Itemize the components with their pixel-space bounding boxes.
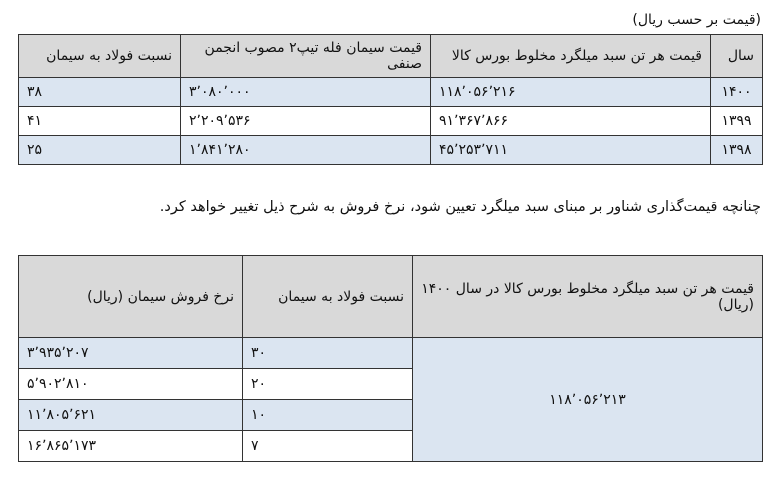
- header-sale-rate: نرخ فروش سیمان (ریال): [19, 256, 243, 338]
- table-row: [19, 107, 763, 136]
- cell-year: ۱۴۰۰: [711, 78, 763, 107]
- cell-cement-price: ۱٬۸۴۱٬۲۸۰: [181, 136, 431, 165]
- cell-cement-price: ۲٬۲۰۹٬۵۳۶: [181, 107, 431, 136]
- cell-ratio: ۲۰: [243, 369, 413, 400]
- header-year: سال: [711, 35, 763, 78]
- header-steel-price: قیمت هر تن سبد میلگرد مخلوط بورس کالا: [431, 35, 711, 78]
- cell-sale-rate: ۱۶٬۸۶۵٬۱۷۳: [19, 431, 243, 462]
- cell-cement-price: ۳٬۰۸۰٬۰۰۰: [181, 78, 431, 107]
- price-comparison-table: [18, 34, 763, 165]
- explanatory-paragraph: چنانچه قیمت‌گذاری شناور بر مبنای سبد میلگرد تعیین شود، نرخ فروش به شرح ذیل تغییر خواهد کرد.: [159, 199, 761, 215]
- cell-sale-rate: ۱۱٬۸۰۵٬۶۲۱: [19, 400, 243, 431]
- table-row: [19, 78, 763, 107]
- header-cement-price: قیمت سیمان فله تیپ۲ مصوب انجمن صنفی: [181, 35, 431, 78]
- table-row: [19, 136, 763, 165]
- cell-ratio: ۳۰: [243, 338, 413, 369]
- cell-steel-price: ۱۱۸٬۰۵۶٬۲۱۶: [431, 78, 711, 107]
- cell-ratio: ۳۸: [19, 78, 181, 107]
- table-row: [19, 338, 763, 369]
- cell-ratio: ۲۵: [19, 136, 181, 165]
- cell-year: ۱۳۹۸: [711, 136, 763, 165]
- header-ratio: نسبت فولاد به سیمان: [243, 256, 413, 338]
- header-ratio: نسبت فولاد به سیمان: [19, 35, 181, 78]
- cell-year: ۱۳۹۹: [711, 107, 763, 136]
- price-unit-caption: (قیمت بر حسب ریال): [632, 12, 761, 28]
- cell-steel-price: ۴۵٬۲۵۳٬۷۱۱: [431, 136, 711, 165]
- cell-ratio: ۱۰: [243, 400, 413, 431]
- header-steel-price-1400: قیمت هر تن سبد میلگرد مخلوط بورس کالا در سال ۱۴۰۰ (ریال): [413, 256, 763, 338]
- table-header-row: [19, 35, 763, 78]
- cell-ratio: ۷: [243, 431, 413, 462]
- cell-sale-rate: ۳٬۹۳۵٬۲۰۷: [19, 338, 243, 369]
- table-header-row: [19, 256, 763, 338]
- cell-ratio: ۴۱: [19, 107, 181, 136]
- cell-sale-rate: ۵٬۹۰۲٬۸۱۰: [19, 369, 243, 400]
- cell-steel-price-value: ۱۱۸٬۰۵۶٬۲۱۳: [413, 338, 763, 462]
- sale-rate-table: [18, 255, 763, 462]
- cell-steel-price: ۹۱٬۳۶۷٬۸۶۶: [431, 107, 711, 136]
